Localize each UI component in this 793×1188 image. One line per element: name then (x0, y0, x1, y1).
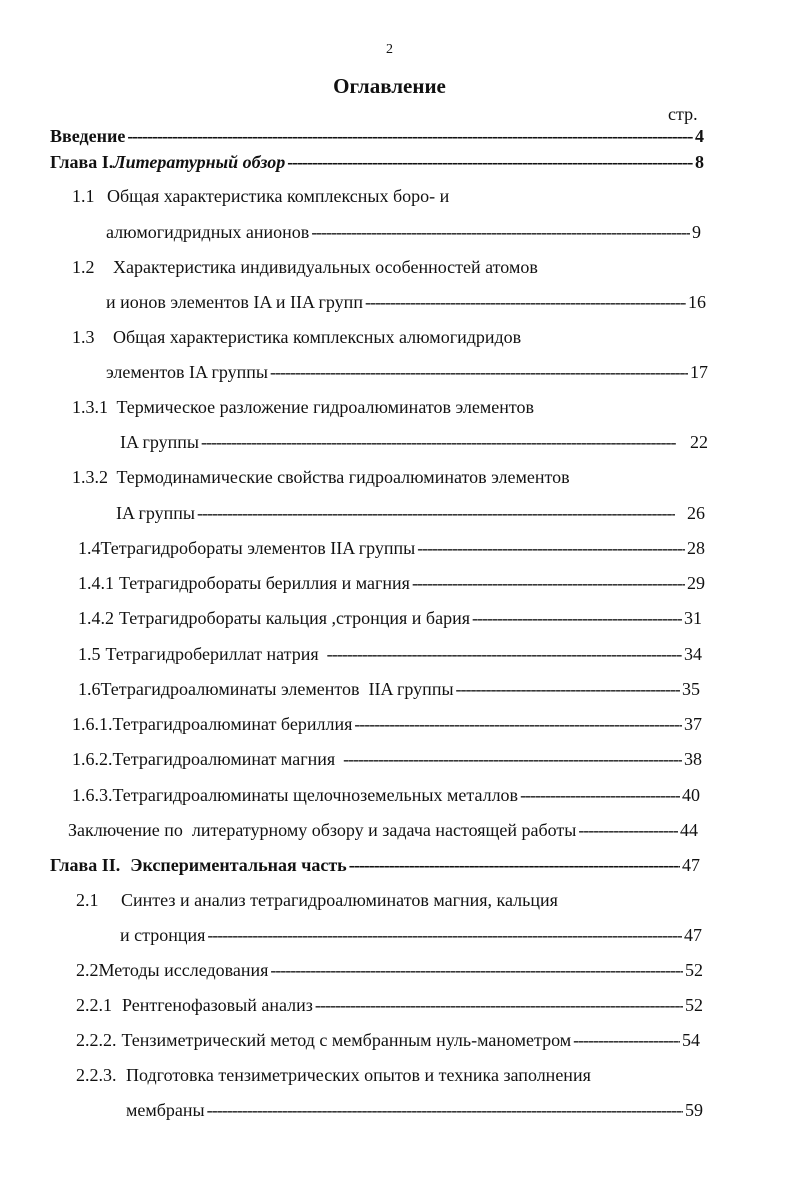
toc-entry-2-2-3-line1 (76, 1065, 591, 1086)
toc-entry-page: 26 (687, 503, 705, 523)
dot-leader (365, 292, 686, 313)
toc-entry-title: Заключение по литературному обзору и задача настоящей работы (68, 820, 577, 840)
toc-entry-number: 1.6.2. (72, 749, 113, 769)
toc-entry-chapter-1 (50, 152, 704, 173)
toc-entry-page: 52 (685, 960, 703, 980)
toc-entry-2-1-line1 (76, 890, 558, 911)
toc-entry-page: 52 (685, 995, 703, 1015)
toc-entry-2-1 (120, 925, 702, 946)
toc-entry-2-2 (76, 960, 703, 981)
toc-entry-page: 29 (687, 573, 705, 593)
dot-leader (349, 855, 680, 876)
toc-entry-number: 1.6.1. (72, 714, 113, 734)
dot-leader (578, 820, 678, 841)
toc-entry-title: Методы исследования (98, 960, 269, 980)
toc-entry-1-6-3 (72, 785, 700, 806)
dot-leader (197, 503, 675, 524)
dot-leader (417, 538, 685, 559)
toc-entry-1-6-1 (72, 714, 702, 735)
dot-leader (520, 785, 680, 806)
toc-entry-title: Тетрагидробораты элементов IIA группы (100, 538, 416, 558)
toc-entry-title: Тетрагидроалюминаты щелочноземельных металлов (112, 785, 519, 805)
dot-leader (207, 925, 682, 946)
toc-entry-1-3-line1 (72, 327, 521, 348)
toc-entry-title-line1: Общая характеристика комплексных алюмогидридов (113, 327, 522, 347)
toc-entry-number: 1.2 (72, 257, 95, 277)
toc-entry-title: Тетрагидроалюминат магния (112, 749, 336, 769)
toc-entry-page: 28 (687, 538, 705, 558)
toc-entry-page: 31 (684, 608, 702, 628)
toc-entry-title: Введение (50, 126, 126, 146)
dot-leader (327, 644, 682, 665)
toc-entry-1-1 (106, 222, 701, 243)
page-column-header: стр. (668, 104, 698, 124)
toc-entry-title: Тетрагидроалюминат бериллия (112, 714, 353, 734)
dot-leader (270, 960, 683, 981)
toc-entry-title-line1: Характеристика индивидуальных особенностей атомов (113, 257, 538, 277)
toc-entry-page: 16 (688, 292, 706, 312)
toc-entry-page: 34 (684, 644, 702, 664)
toc-entry-chapter-2 (50, 855, 700, 876)
toc-entry-2-2-3 (126, 1100, 703, 1121)
toc-entry-number: 1.3 (72, 327, 95, 347)
dot-leader (311, 222, 690, 243)
toc-entry-page: 59 (685, 1100, 703, 1120)
toc-entry-page: 40 (682, 785, 700, 805)
toc-entry-title: Тензиметрический метод с мембранным нуль-манометром (121, 1030, 572, 1050)
toc-entry-1-1-line1 (72, 186, 449, 207)
toc-entry-page: 44 (680, 820, 698, 840)
toc-entry-2-2-2 (76, 1030, 700, 1051)
toc-entry-1-3-1 (120, 432, 708, 453)
toc-entry-introduction (50, 126, 704, 147)
toc-entry-title: IA группы (120, 432, 200, 452)
toc-entry-title-line1: Подготовка тензиметрических опытов и техника заполнения (126, 1065, 591, 1085)
dot-leader (287, 152, 693, 173)
toc-entry-number: 1.4 (78, 538, 101, 558)
toc-entry-title: элементов IA группы (106, 362, 269, 382)
toc-entry-number: 1.5 (78, 644, 101, 664)
dot-leader (270, 362, 688, 383)
toc-entry-title-line1: Термическое разложение гидроалюминатов элементов (116, 397, 534, 417)
toc-entry-1-6-2 (72, 749, 702, 770)
toc-entry-title: мембраны (126, 1100, 205, 1120)
toc-entry-1-4 (78, 538, 705, 559)
dot-leader (343, 749, 682, 770)
toc-entry-1-2 (106, 292, 706, 313)
toc-entry-1-3-2-line1 (72, 467, 570, 488)
toc-entry-title: Тетрагидробораты бериллия и магния (119, 573, 410, 593)
dot-leader (315, 995, 683, 1016)
toc-entry-number: 1.3.2 (72, 467, 108, 487)
toc-entry-title: Тетрагидроалюминаты элементов IIA группы (100, 679, 454, 699)
dot-leader (573, 1030, 680, 1051)
toc-entry-title: Экспериментальная часть (130, 855, 347, 875)
toc-entry-number: 1.3.1 (72, 397, 108, 417)
page-title: Оглавление (333, 74, 446, 98)
toc-entry-title: алюмогидридных анионов (106, 222, 310, 242)
dot-leader (472, 608, 682, 629)
toc-entry-conclusion (68, 820, 698, 841)
toc-entry-number: Глава I. (50, 152, 114, 172)
toc-entry-number: 2.2.2. (76, 1030, 117, 1050)
dot-leader (412, 573, 685, 594)
toc-entry-number: 1.4.2 (78, 608, 114, 628)
toc-entry-page: 9 (692, 222, 701, 242)
dot-leader (354, 714, 682, 735)
toc-entry-number: 2.2 (76, 960, 99, 980)
toc-entry-number: 1.6.3. (72, 785, 113, 805)
toc-entry-page: 37 (684, 714, 702, 734)
toc-entry-title-line1: Термодинамические свойства гидроалюминатов элементов (116, 467, 570, 487)
toc-entry-title: Рентгенофазовый анализ (122, 995, 313, 1015)
toc-entry-title-line1: Синтез и анализ тетрагидроалюминатов магния, кальция (121, 890, 558, 910)
toc-entry-title: Литературный обзор (113, 152, 286, 172)
toc-entry-title: Тетрагидробериллат натрия (105, 644, 319, 664)
dot-leader (201, 432, 676, 453)
toc-entry-page: 4 (695, 126, 704, 146)
toc-entry-page: 35 (682, 679, 700, 699)
toc-entry-page: 22 (690, 432, 708, 452)
toc-entry-1-4-2 (78, 608, 702, 629)
toc-entry-2-2-1 (76, 995, 703, 1016)
toc-entry-title-line1: Общая характеристика комплексных боро- и (107, 186, 450, 206)
toc-entry-page: 17 (690, 362, 708, 382)
dot-leader (456, 679, 680, 700)
dot-leader (127, 126, 693, 147)
toc-entry-number: 1.1 (72, 186, 95, 206)
toc-entry-title: и ионов элементов IA и IIA групп (106, 292, 363, 312)
toc-entry-number: 2.2.3. (76, 1065, 117, 1085)
toc-entry-page: 38 (684, 749, 702, 769)
toc-entry-page: 8 (695, 152, 704, 172)
toc-entry-1-2-line1 (72, 257, 538, 278)
toc-entry-number: 1.4.1 (78, 573, 114, 593)
toc-entry-1-3-1-line1 (72, 397, 534, 418)
toc-entry-page: 47 (684, 925, 702, 945)
dot-leader (207, 1100, 683, 1121)
toc-entry-1-3 (106, 362, 708, 383)
toc-entry-page: 54 (682, 1030, 700, 1050)
page-number: 2 (386, 42, 393, 57)
toc-entry-number: 1.6 (78, 679, 101, 699)
toc-entry-number: 2.1 (76, 890, 99, 910)
toc-entry-1-6 (78, 679, 700, 700)
toc-entry-title: Тетрагидробораты кальция ,стронция и бария (119, 608, 470, 628)
toc-entry-1-3-2 (116, 503, 705, 524)
toc-entry-number: 2.2.1 (76, 995, 112, 1015)
toc-entry-1-5 (78, 644, 702, 665)
toc-entry-number: Глава II. (50, 855, 121, 875)
toc-entry-page: 47 (682, 855, 700, 875)
toc-entry-1-4-1 (78, 573, 705, 594)
toc-entry-title: IA группы (116, 503, 196, 523)
toc-entry-title: и стронция (120, 925, 206, 945)
